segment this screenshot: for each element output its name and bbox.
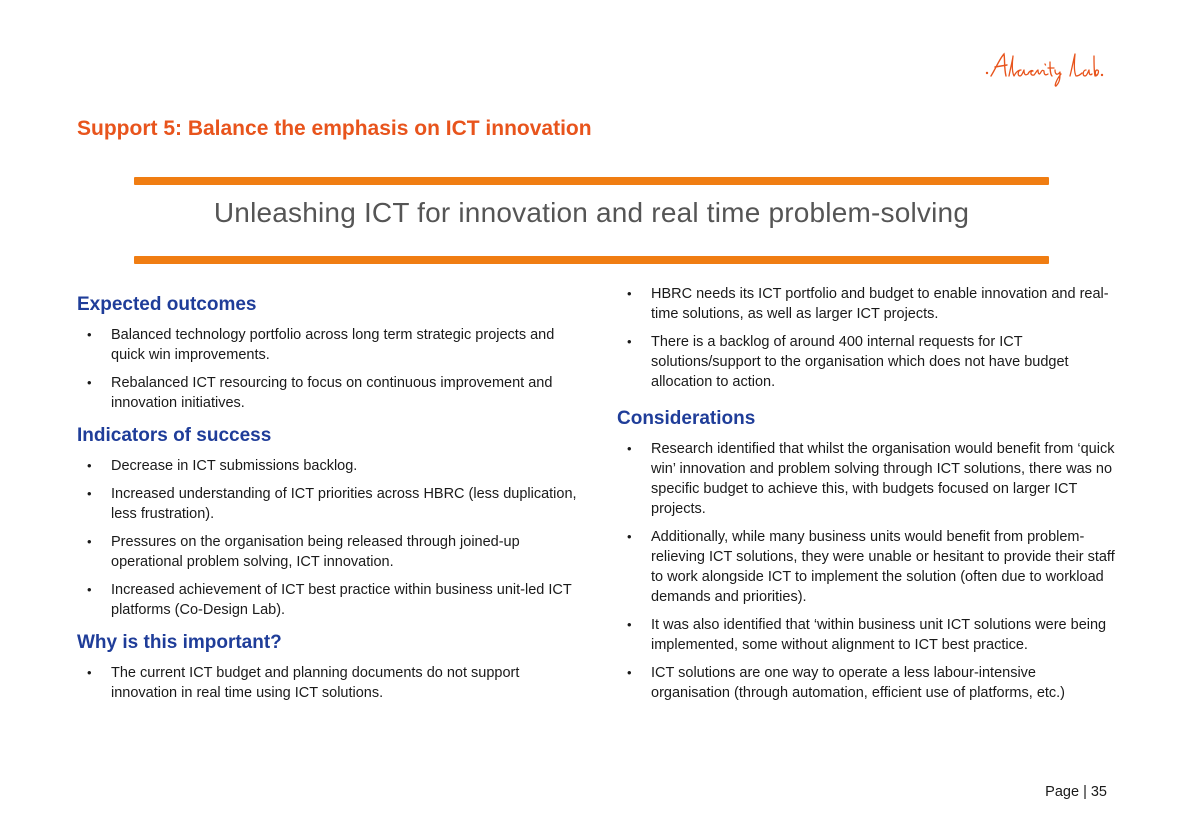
why-important-list (77, 663, 582, 703)
bullet-icon: • (627, 286, 632, 301)
page-number: Page | 35 (1045, 784, 1107, 800)
list-item: • Increased understanding of ICT priorities across HBRC (less duplication, less frustration). (87, 486, 577, 522)
list-item: • Pressures on the organisation being released through joined-up operational problem solving, ICT innovation. (87, 534, 520, 570)
considerations-heading: Considerations (617, 408, 756, 429)
bullet-icon: • (627, 529, 632, 544)
expected-outcomes-heading: Expected outcomes (77, 294, 257, 315)
list-item: • Additionally, while many business units would benefit from problem-relieving ICT solutions, they were unable or hesitant to provide their staff to work alongside ICT to implement the solution (often due to workload demands and priorities). (627, 529, 1115, 605)
bullet-icon: • (627, 441, 632, 456)
section-title: Support 5: Balance the emphasis on ICT innovation (77, 117, 592, 140)
expected-outcomes-list (77, 325, 582, 413)
list-item: • Decrease in ICT submissions backlog. (87, 458, 358, 474)
bullet-icon: • (627, 617, 632, 632)
list-item: • Balanced technology portfolio across long term strategic projects and quick win improvements. (87, 327, 555, 363)
why-important-list-continued (617, 284, 1117, 392)
bullet-icon: • (627, 665, 632, 680)
orange-rule-top (134, 177, 1049, 185)
list-item: • The current ICT budget and planning documents do not support innovation in real time using ICT solutions. (87, 665, 520, 701)
indicators-list (77, 456, 582, 620)
list-item: • It was also identified that ‘within business unit ICT solutions were being implemented, some without alignment to ICT best practice. (627, 617, 1107, 653)
considerations-list (617, 439, 1117, 703)
list-item: • Rebalanced ICT resourcing to focus on continuous improvement and innovation initiatives. (87, 375, 553, 411)
bullet-icon: • (87, 327, 92, 342)
list-item: • ICT solutions are one way to operate a less labour-intensive organisation (through automation, efficient use of platforms, etc.) (627, 665, 1066, 701)
right-column (617, 284, 1117, 711)
indicators-heading: Indicators of success (77, 425, 272, 446)
alacrity-lab-logo (982, 50, 1112, 90)
orange-rule-bottom (134, 256, 1049, 264)
bullet-icon: • (87, 486, 92, 501)
list-item: • There is a backlog of around 400 internal requests for ICT solutions/support to the organisation which does not have budget allocation to action. (627, 334, 1069, 390)
bullet-icon: • (627, 334, 632, 349)
list-item: • Increased achievement of ICT best practice within business unit-led ICT platforms (Co-Design Lab). (87, 582, 572, 618)
bullet-icon: • (87, 665, 92, 680)
bullet-icon: • (87, 375, 92, 390)
bullet-icon: • (87, 534, 92, 549)
banner-subtitle: Unleashing ICT for innovation and real time problem-solving (213, 197, 970, 228)
list-item: • Research identified that whilst the organisation would benefit from ‘quick win’ innovation and problem solving through ICT solutions, there was no specific budget to achieve this, with budgets focused on larger ICT projects. (627, 441, 1115, 517)
bullet-icon: • (87, 458, 92, 473)
list-item: • HBRC needs its ICT portfolio and budget to enable innovation and real-time solutions, as well as larger ICT projects. (627, 286, 1109, 322)
left-column (77, 284, 582, 711)
why-important-heading: Why is this important? (77, 632, 282, 653)
bullet-icon: • (87, 582, 92, 597)
